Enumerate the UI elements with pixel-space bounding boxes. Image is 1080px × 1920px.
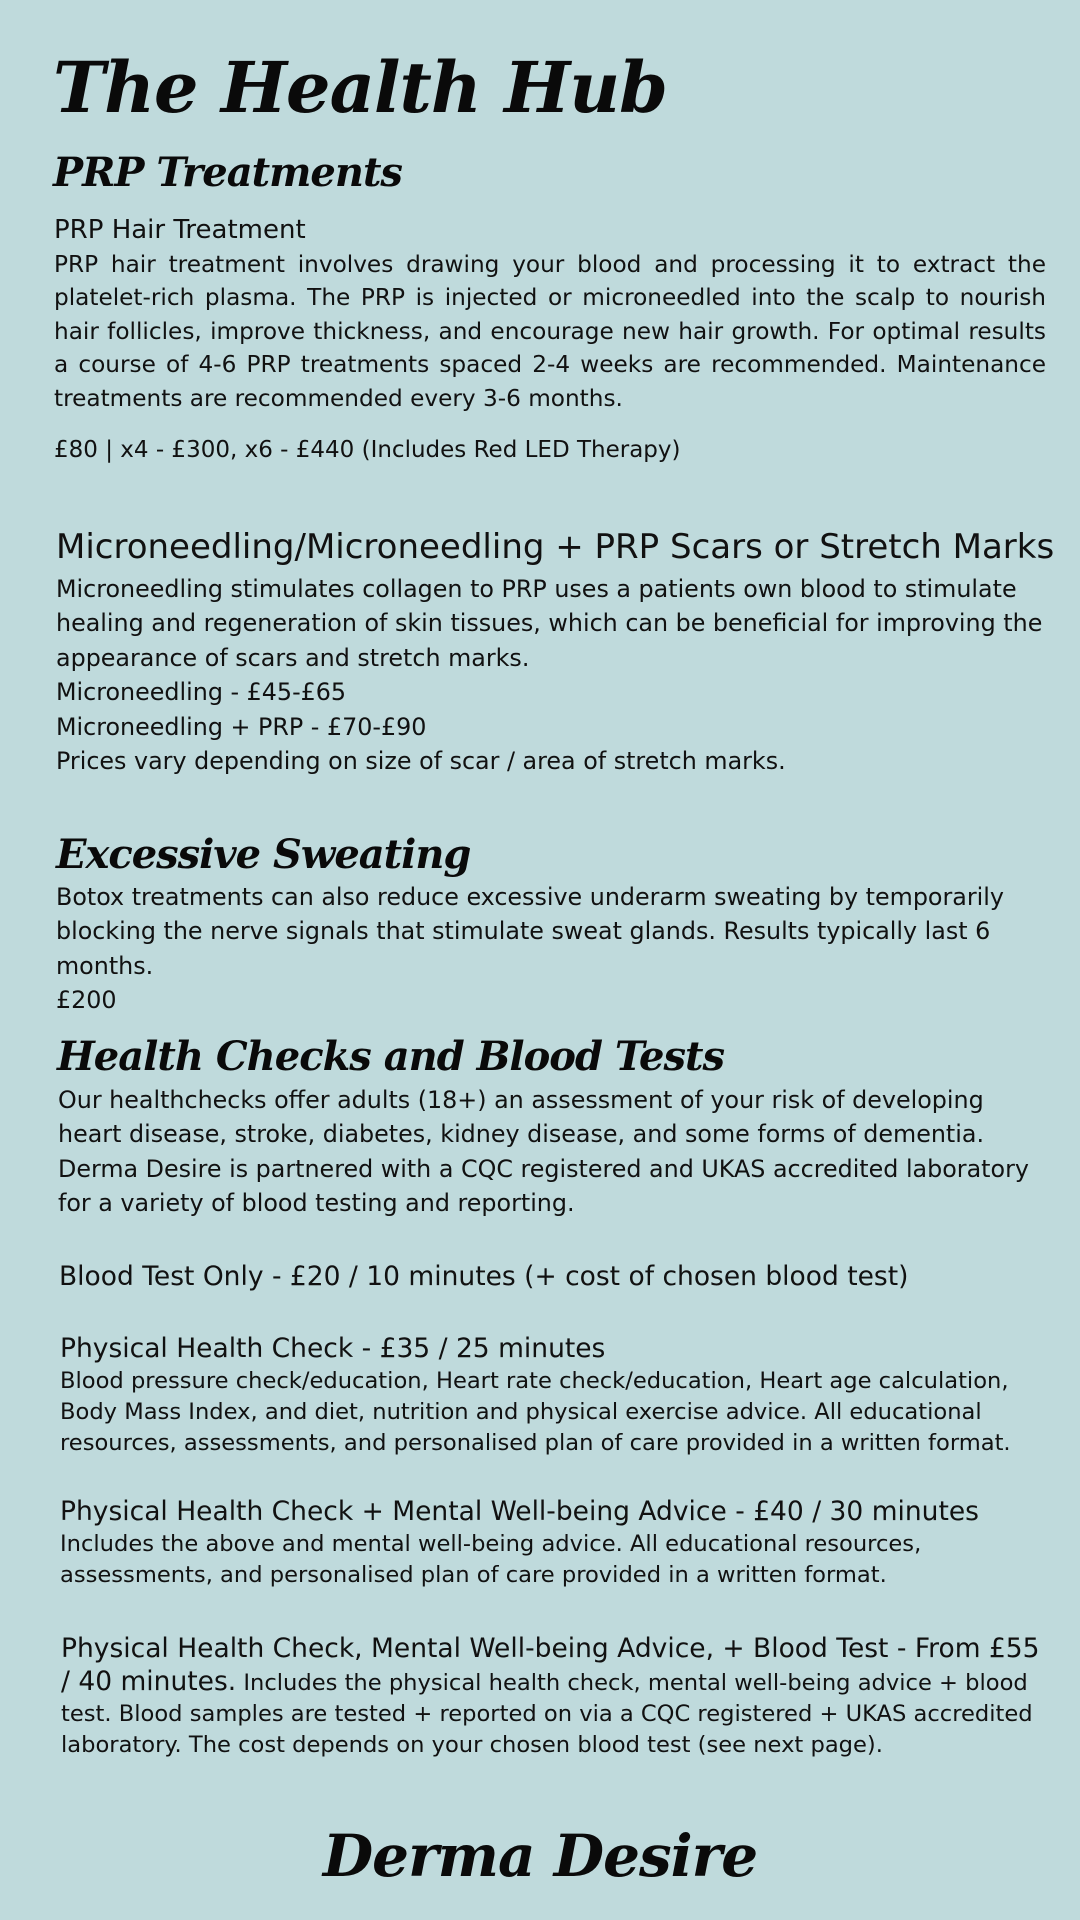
sweating-price: £200 [56,986,117,1015]
physical-mental-check-title: Physical Health Check + Mental Well-being Advice - £40 / 30 minutes [60,1496,979,1527]
sweating-line: blocking the nerve signals that stimulate sweat glands. Results typically last 6 months. [56,917,991,980]
health-checks-description: Our healthchecks offer adults (18+) an assessment of your risk of developing heart disease, stroke, diabetes, kidney disease, and some forms of dementia. Derma Desire is partnered with a CQC registered and UKAS accredited laboratory for a variety of blood testing and reporting. [58,1086,1029,1218]
microneedling-price-note: Prices vary depending on size of scar / area of stretch marks. [56,747,786,776]
prp-hair-treatment-title: PRP Hair Treatment [54,215,306,245]
excessive-sweating-body [56,880,1056,1018]
full-health-check-title: Physical Health Check, Mental Well-being Advice, + Blood Test - From £55 / 40 minutes. [61,1633,1040,1697]
blood-test-only-item: Blood Test Only - £20 / 10 minutes (+ cost of chosen blood test) [59,1261,909,1292]
excessive-sweating-heading: Excessive Sweating [56,831,471,878]
microneedling-prp-price: Microneedling + PRP - £70-£90 [56,712,427,741]
health-checks-heading: Health Checks and Blood Tests [57,1033,725,1080]
microneedling-line: healing and regeneration of skin tissues, which can be beneficial for improving the [56,609,1043,638]
prp-hair-treatment-price: £80 | x4 - £300, x6 - £440 (Includes Red LED Therapy) [54,437,681,463]
physical-mental-check-description: Includes the above and mental well-being advice. All educational resources, assessments, and personalised plan of care provided in a written format. [60,1531,922,1588]
prp-treatments-heading: PRP Treatments [53,149,402,196]
prp-hair-treatment-description: PRP hair treatment involves drawing your blood and processing it to extract the platelet-rich plasma. The PRP is injected or microneedled into the scalp to nourish hair follicles, improve thickness, and encourage new hair growth. For optimal results a course of 4-6 PRP treatments spaced 2-4 weeks are recommended. Maintenance treatments are recommended every 3-6 months. [54,251,1046,412]
microneedling-price: Microneedling - £45-£65 [56,678,347,707]
physical-health-check-description: Blood pressure check/education, Heart rate check/education, Heart age calculation, Body Mass Index, and diet, nutrition and physical exercise advice. All educational resources, assessments, and personalised plan of care provided in a written format. [60,1368,1011,1456]
microneedling-heading: Microneedling/Microneedling + PRP Scars or Stretch Marks [56,527,1055,567]
microneedling-line: Microneedling stimulates collagen to PRP uses a patients own blood to stimulate [56,575,1017,603]
brand-logo-text: Derma Desire [322,1822,758,1890]
microneedling-body [56,572,1056,778]
full-health-check-description: Includes the physical health check, mental well-being advice + blood test. Blood samples are tested + reported on via a CQC registered + UKAS accredited laboratory. The cost depends on your chosen blood test (see next page). [61,1670,1033,1758]
page-title: The Health Hub [53,46,668,129]
full-health-check-item [61,1633,1046,1761]
sweating-line: Botox treatments can also reduce excessive underarm sweating by temporarily [56,883,1004,911]
microneedling-line: appearance of scars and stretch marks. [56,643,530,672]
physical-health-check-title: Physical Health Check - £35 / 25 minutes [60,1333,606,1364]
